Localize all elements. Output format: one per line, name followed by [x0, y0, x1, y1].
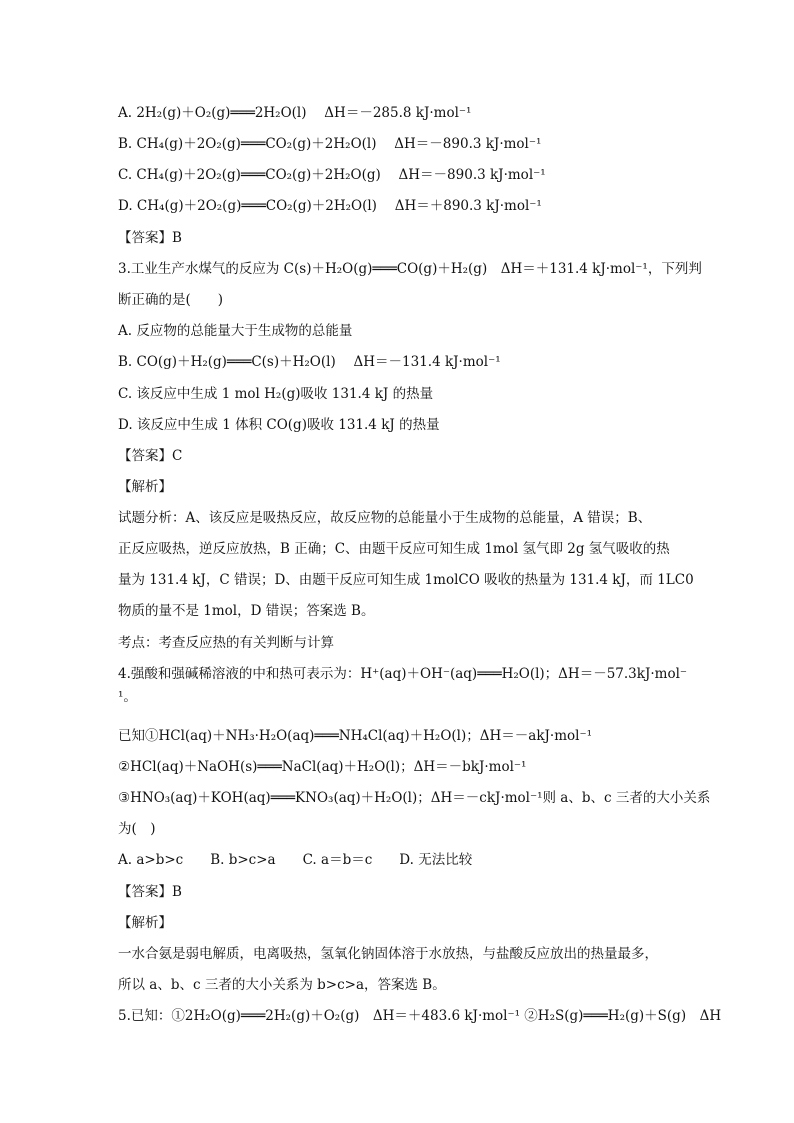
q4-answer: 【答案】B [118, 884, 182, 900]
q3-topic-line: 考点：考查反应热的有关判断与计算 [118, 635, 334, 651]
option-a-line: A. 2H₂(g)＋O₂(g)═══2H₂O(l) ΔH＝－285.8 kJ·mol⁻¹ [118, 105, 472, 121]
q3-option-b: B. CO(g)＋H₂(g)═══C(s)＋H₂O(l) ΔH＝－131.4 kJ·mol⁻¹ [118, 354, 501, 370]
q3-analysis-heading: 【解析】 [118, 479, 172, 495]
q4-given-3: ③HNO₃(aq)＋KOH(aq)═══KNO₃(aq)＋H₂O(l)；ΔH＝－ckJ·mol⁻¹则 a、b、c 三者的大小关系 [118, 790, 711, 806]
question-5-stem: 5.已知：①2H₂O(g)═══2H₂(g)＋O₂(g) ΔH＝＋483.6 kJ·mol⁻¹ ②H₂S(g)═══H₂(g)＋S(g) ΔH [118, 1008, 722, 1024]
q3-analysis-line-3: 量为 131.4 kJ，C 错误；D、由题干反应可知生成 1molCO 吸收的热量为 131.4 kJ，而 1LC0 [118, 572, 694, 588]
q3-analysis-line-1: 试题分析：A、该反应是吸热反应，故反应物的总能量小于生成物的总能量，A 错误；B、 [118, 510, 652, 526]
q3-analysis-line-2: 正反应吸热，逆反应放热，B 正确；C、由题干反应可知生成 1mol 氢气即 2g 氢气吸收的热 [118, 541, 670, 557]
question-3-stem: 3.工业生产水煤气的反应为 C(s)＋H₂O(g)═══CO(g)＋H₂(g) ΔH＝＋131.4 kJ·mol⁻¹，下列判 [118, 261, 702, 277]
option-d-line: D. CH₄(g)＋2O₂(g)═══CO₂(g)＋2H₂O(l) ΔH＝＋890.3 kJ·mol⁻¹ [118, 198, 542, 214]
q3-option-d: D. 该反应中生成 1 体积 CO(g)吸收 131.4 kJ 的热量 [118, 417, 440, 433]
q3-option-c: C. 该反应中生成 1 mol H₂(g)吸收 131.4 kJ 的热量 [118, 386, 434, 402]
q3-analysis-line-4: 物质的量不是 1mol，D 错误；答案选 B。 [118, 603, 375, 619]
q4-analysis-line-1: 一水合氨是弱电解质，电离吸热，氢氧化钠固体溶于水放热，与盐酸反应放出的热量最多， [118, 946, 658, 962]
q3-option-a: A. 反应物的总能量大于生成物的总能量 [118, 323, 353, 339]
question-4-stem: 4.强酸和强碱稀溶液的中和热可表示为：H⁺(aq)＋OH⁻(aq)═══H₂O(l)；ΔH＝－57.3kJ·mol⁻ [118, 666, 688, 682]
answer-line: 【答案】B [118, 230, 182, 246]
q4-options: A. a>b>c B. b>c>a C. a＝b＝c D. 无法比较 [118, 852, 473, 868]
option-c-line: C. CH₄(g)＋2O₂(g)═══CO₂(g)＋2H₂O(g) ΔH＝－890.3 kJ·mol⁻¹ [118, 167, 546, 183]
q4-analysis-heading: 【解析】 [118, 915, 172, 931]
question-4-stem-cont: ¹。 [118, 689, 137, 705]
q4-given-2: ②HCl(aq)＋NaOH(s)═══NaCl(aq)＋H₂O(l)；ΔH＝－bkJ·mol⁻¹ [118, 759, 527, 775]
q4-given-1: 已知①HCl(aq)＋NH₃·H₂O(aq)═══NH₄Cl(aq)＋H₂O(l)；ΔH＝－akJ·mol⁻¹ [118, 728, 593, 744]
option-b-line: B. CH₄(g)＋2O₂(g)═══CO₂(g)＋2H₂O(l) ΔH＝－890.3 kJ·mol⁻¹ [118, 136, 542, 152]
question-3-stem-cont: 断正确的是( ) [118, 292, 224, 308]
q4-analysis-line-2: 所以 a、b、c 三者的大小关系为 b>c>a，答案选 B。 [118, 977, 446, 993]
q3-answer: 【答案】C [118, 448, 183, 464]
q4-given-3-cont: 为( ) [118, 821, 156, 837]
